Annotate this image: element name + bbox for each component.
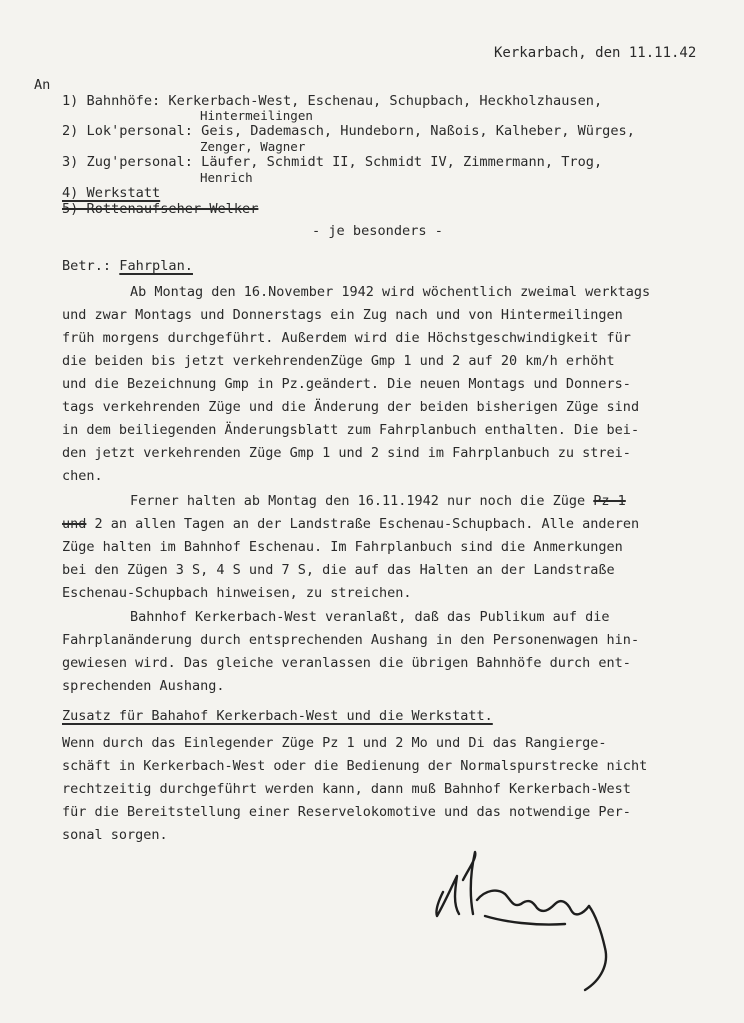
- paragraph-2-line: Ferner halten ab Montag den 16.11.1942 nur noch die Züge Pz 1: [130, 493, 626, 509]
- recipient-3: 3) Zug'personal: Läufer, Schmidt II, Schmidt IV, Zimmermann, Trog,: [62, 154, 603, 170]
- addressee-label: An: [34, 77, 51, 93]
- paragraph-1-line: chen.: [62, 468, 103, 484]
- subject-line: [62, 257, 193, 276]
- paragraph-1-line: in dem beiliegenden Änderungsblatt zum Fahrplanbuch enthalten. Die bei-: [62, 422, 640, 438]
- paragraph-2-line: Züge halten im Bahnhof Eschenau. Im Fahrplanbuch sind die Anmerkungen: [62, 539, 623, 555]
- paragraph-1-line: tags verkehrenden Züge und die Änderung der beiden bisherigen Züge sind: [62, 399, 640, 415]
- subject-title: Fahrplan.: [119, 258, 193, 274]
- paragraph-1-line: die beiden bis jetzt verkehrendenZüge Gmp 1 und 2 auf 20 km/h erhöht: [62, 353, 615, 369]
- recipient-1: 1) Bahnhöfe: Kerkerbach-West, Eschenau, Schupbach, Heckholzhausen,: [62, 93, 603, 109]
- paragraph-4-line: rechtzeitig durchgeführt werden kann, dann muß Bahnhof Kerkerbach-West: [62, 781, 631, 797]
- paragraph-4-line: Wenn durch das Einlegender Züge Pz 1 und 2 Mo und Di das Rangierge-: [62, 735, 607, 751]
- paragraph-4-line: für die Bereitstellung einer Reservelokomotive und das notwendige Per-: [62, 804, 631, 820]
- paragraph-2-line: bei den Zügen 3 S, 4 S und 7 S, die auf das Halten an der Landstraße: [62, 562, 615, 578]
- recipient-2-continuation: Zenger, Wagner: [200, 139, 306, 154]
- paragraph-2-line: Eschenau-Schupbach hinweisen, zu streichen.: [62, 585, 412, 601]
- struck-text: und: [62, 516, 87, 532]
- struck-text: Pz 1: [593, 493, 626, 509]
- recipient-2: 2) Lok'personal: Geis, Dademasch, Hundeborn, Naßois, Kalheber, Würges,: [62, 123, 635, 139]
- paragraph-2-line: und 2 an allen Tagen an der Landstraße Eschenau-Schupbach. Alle anderen: [62, 516, 640, 532]
- recipient-5: 5) Rottenaufseher Welker: [62, 201, 259, 217]
- recipient-3-continuation: Henrich: [200, 170, 253, 185]
- recipient-1-continuation: Hintermeilingen: [200, 108, 313, 123]
- distribution-note: - je besonders -: [312, 223, 443, 239]
- addendum-heading: Zusatz für Bahahof Kerkerbach-West und die Werkstatt.: [62, 708, 493, 724]
- paragraph-1-line: und zwar Montags und Donnerstags ein Zug nach und von Hintermeilingen: [62, 307, 623, 323]
- paragraph-1-line: und die Bezeichnung Gmp in Pz.geändert. Die neuen Montags und Donners-: [62, 376, 631, 392]
- paragraph-3-line: gewiesen wird. Das gleiche veranlassen die übrigen Bahnhöfe durch ent-: [62, 655, 631, 671]
- paragraph-1-line: früh morgens durchgeführt. Außerdem wird die Höchstgeschwindigkeit für: [62, 330, 631, 346]
- recipient-4: 4) Werkstatt: [62, 185, 161, 201]
- paragraph-3-line: Fahrplanänderung durch entsprechenden Aushang in den Personenwagen hin-: [62, 632, 640, 648]
- paragraph-4-line: sonal sorgen.: [62, 827, 168, 843]
- paragraph-1-line: Ab Montag den 16.November 1942 wird wöchentlich zweimal werktags: [130, 284, 651, 300]
- subject-label: Betr.:: [62, 258, 112, 274]
- paragraph-4-line: schäft in Kerkerbach-West oder die Bedienung der Normalspurstrecke nicht: [62, 758, 648, 774]
- handwritten-signature: [425, 840, 635, 1000]
- paragraph-3-line: Bahnhof Kerkerbach-West veranlaßt, daß das Publikum auf die: [130, 609, 610, 625]
- dateline: Kerkarbach, den 11.11.42: [494, 45, 697, 61]
- paragraph-1-line: den jetzt verkehrenden Züge Gmp 1 und 2 sind im Fahrplanbuch zu strei-: [62, 445, 631, 461]
- paragraph-3-line: sprechenden Aushang.: [62, 678, 225, 694]
